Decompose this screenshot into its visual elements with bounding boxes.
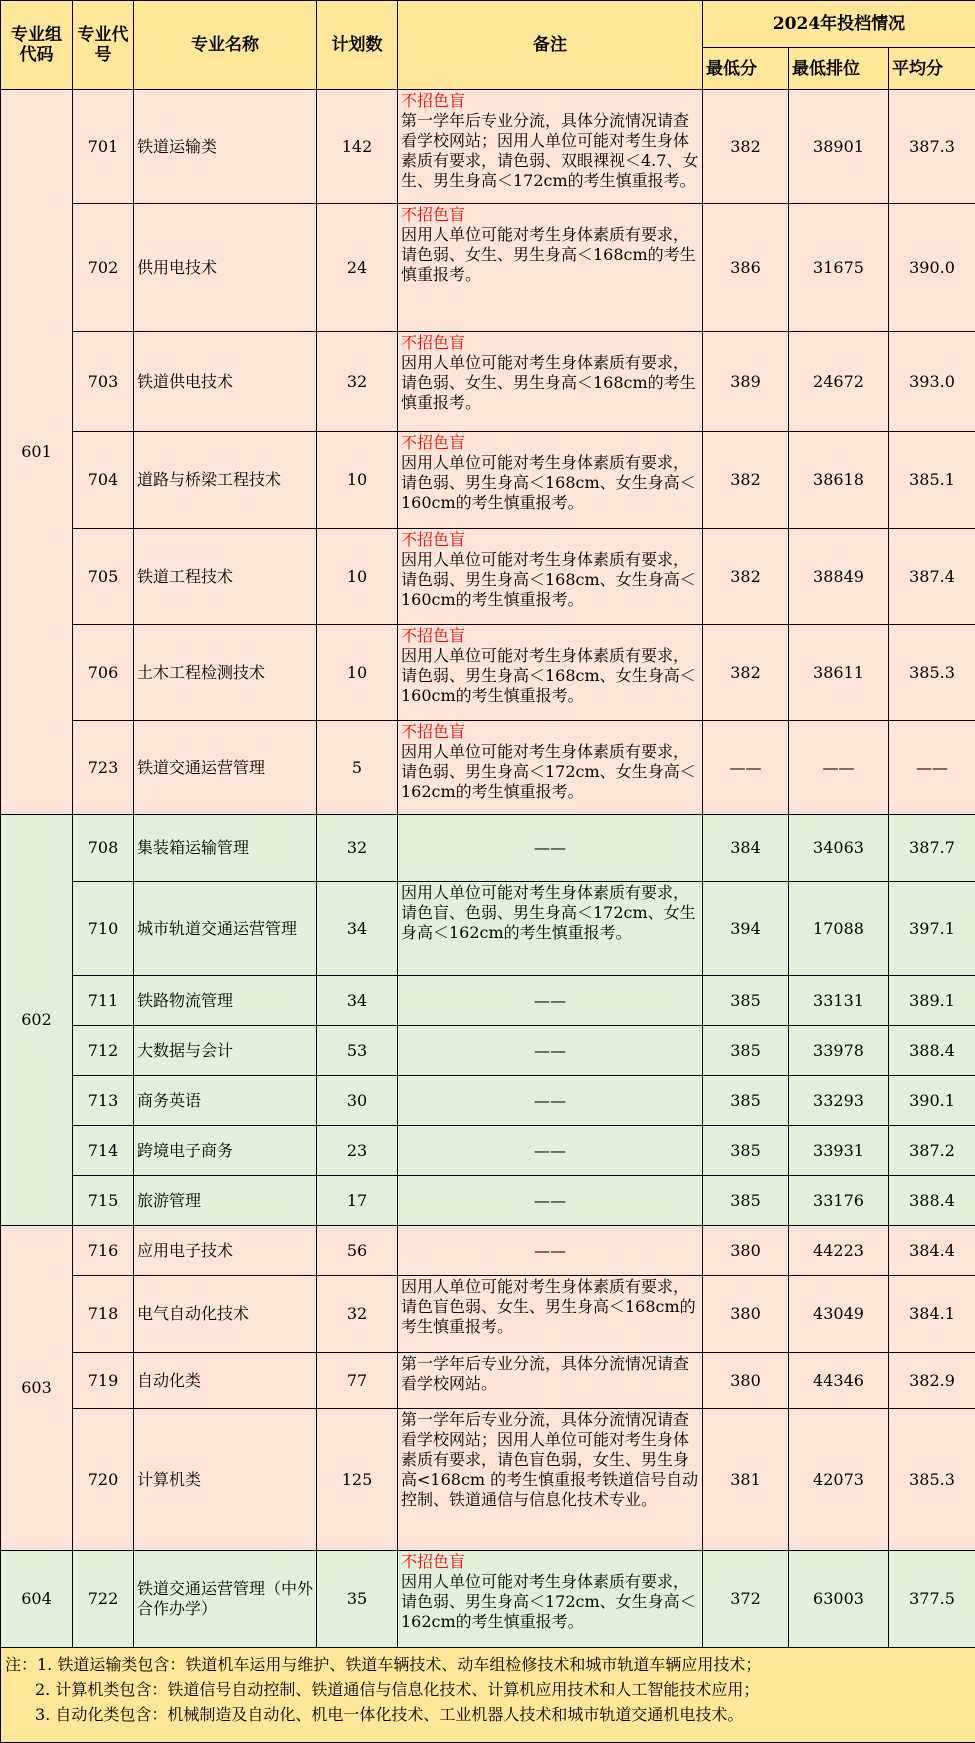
avg-score: 387.2 xyxy=(889,1126,975,1176)
remark-warning: 不招色盲 xyxy=(401,333,699,353)
avg-score: 387.7 xyxy=(889,815,975,882)
group-code: 601 xyxy=(1,90,73,815)
remark xyxy=(398,1176,703,1226)
major-name: 道路与桥梁工程技术 xyxy=(134,432,317,529)
remark-text: 第一学年后专业分流，具体分流情况请查看学校网站；因用人单位可能对考生身体素质有要求，请色盲色弱，女生、男生身高<168cm 的考生慎重报考铁道信号自动控制、铁道通信与信息化技术专业。 xyxy=(401,1410,698,1509)
min-rank: 33293 xyxy=(789,1076,889,1126)
avg-score: 390.1 xyxy=(889,1076,975,1126)
remark xyxy=(398,815,703,882)
avg-score: 387.4 xyxy=(889,529,975,625)
min-rank: 24672 xyxy=(789,332,889,432)
note-3: 3. 自动化类包含：机械制造及自动化、机电一体化技术、工业机器人技术和城市轨道交通机电技术。 xyxy=(5,1702,971,1727)
avg-score: 390.0 xyxy=(889,204,975,332)
major-code: 711 xyxy=(73,976,134,1026)
plan-count: 56 xyxy=(317,1226,398,1276)
major-name: 城市轨道交通运营管理 xyxy=(134,882,317,976)
major-code: 708 xyxy=(73,815,134,882)
avg-score: 377.5 xyxy=(889,1551,975,1648)
header-min-rank: 最低排位 xyxy=(789,48,889,90)
header-group-code: 专业组代码 xyxy=(1,1,73,90)
plan-count: 32 xyxy=(317,1276,398,1353)
major-name: 铁道供电技术 xyxy=(134,332,317,432)
remark xyxy=(398,529,703,625)
plan-count: 30 xyxy=(317,1076,398,1126)
major-code: 720 xyxy=(73,1409,134,1551)
remark xyxy=(398,1409,703,1551)
remark xyxy=(398,882,703,976)
table-row xyxy=(1,882,975,976)
major-name: 铁路物流管理 xyxy=(134,976,317,1026)
table-row xyxy=(1,432,975,529)
avg-score: 382.9 xyxy=(889,1353,975,1409)
min-rank: 34063 xyxy=(789,815,889,882)
major-name: 自动化类 xyxy=(134,1353,317,1409)
min-rank: 33978 xyxy=(789,1026,889,1076)
avg-score: —— xyxy=(889,721,975,815)
min-score: 380 xyxy=(703,1276,789,1353)
major-code: 704 xyxy=(73,432,134,529)
plan-count: 10 xyxy=(317,529,398,625)
min-score: 385 xyxy=(703,1026,789,1076)
remark xyxy=(398,1226,703,1276)
min-rank: 43049 xyxy=(789,1276,889,1353)
table-row xyxy=(1,1353,975,1409)
min-rank: 33176 xyxy=(789,1176,889,1226)
plan-count: 34 xyxy=(317,976,398,1026)
remark xyxy=(398,1276,703,1353)
major-name: 铁道交通运营管理（中外合作办学） xyxy=(134,1551,317,1648)
plan-count: 35 xyxy=(317,1551,398,1648)
major-code: 702 xyxy=(73,204,134,332)
major-code: 713 xyxy=(73,1076,134,1126)
remark-text: 因用人单位可能对考生身体素质有要求，请色盲色弱、女生、男生身高＜168cm的考生慎重报考。 xyxy=(401,1277,696,1336)
avg-score: 384.1 xyxy=(889,1276,975,1353)
note-1: 注：1. 铁道运输类包含：铁道机车运用与维护、铁道车辆技术、动车组检修技术和城市轨道车辆应用技术； xyxy=(5,1652,971,1677)
remark-text: 因用人单位可能对考生身体素质有要求，请色弱、女生、男生身高＜168cm的考生慎重报考。 xyxy=(401,353,696,412)
plan-count: 32 xyxy=(317,815,398,882)
remark-text: 因用人单位可能对考生身体素质有要求，请色弱、男生身高＜168cm、女生身高＜160cm的考生慎重报考。 xyxy=(401,646,696,705)
remark xyxy=(398,1551,703,1648)
min-rank: 38618 xyxy=(789,432,889,529)
remark xyxy=(398,1353,703,1409)
min-score: —— xyxy=(703,721,789,815)
table-row xyxy=(1,815,975,882)
table-body xyxy=(1,90,975,1648)
min-score: 382 xyxy=(703,625,789,721)
min-rank: 17088 xyxy=(789,882,889,976)
major-code: 715 xyxy=(73,1176,134,1226)
min-rank: 42073 xyxy=(789,1409,889,1551)
min-score: 372 xyxy=(703,1551,789,1648)
remark xyxy=(398,1126,703,1176)
remark-text: —— xyxy=(534,1191,566,1210)
remark-text: —— xyxy=(534,1241,566,1260)
plan-count: 77 xyxy=(317,1353,398,1409)
remark-warning: 不招色盲 xyxy=(401,433,699,453)
table-row xyxy=(1,1176,975,1226)
min-rank: 63003 xyxy=(789,1551,889,1648)
min-score: 386 xyxy=(703,204,789,332)
major-code: 722 xyxy=(73,1551,134,1648)
table-row xyxy=(1,204,975,332)
major-code: 723 xyxy=(73,721,134,815)
remark xyxy=(398,625,703,721)
min-score: 384 xyxy=(703,815,789,882)
group-code: 604 xyxy=(1,1551,73,1648)
min-score: 382 xyxy=(703,529,789,625)
remark-text: —— xyxy=(534,1141,566,1160)
table-row xyxy=(1,332,975,432)
table-row xyxy=(1,529,975,625)
min-score: 381 xyxy=(703,1409,789,1551)
header-plan: 计划数 xyxy=(317,1,398,90)
header-stats: 2024年投档情况 xyxy=(703,1,975,48)
table-row xyxy=(1,1226,975,1276)
remark xyxy=(398,976,703,1026)
remark-text: 第一学年后专业分流，具体分流情况请查看学校网站。 xyxy=(401,1354,689,1393)
major-code: 712 xyxy=(73,1026,134,1076)
plan-count: 34 xyxy=(317,882,398,976)
remark-warning: 不招色盲 xyxy=(401,722,699,742)
major-name: 土木工程检测技术 xyxy=(134,625,317,721)
min-rank: 44223 xyxy=(789,1226,889,1276)
remark-warning: 不招色盲 xyxy=(401,1552,699,1572)
table-row xyxy=(1,1551,975,1648)
major-name: 电气自动化技术 xyxy=(134,1276,317,1353)
table-row xyxy=(1,1409,975,1551)
plan-count: 24 xyxy=(317,204,398,332)
table-row xyxy=(1,976,975,1026)
plan-count: 10 xyxy=(317,432,398,529)
avg-score: 393.0 xyxy=(889,332,975,432)
table-row xyxy=(1,625,975,721)
remark-text: 因用人单位可能对考生身体素质有要求，请色弱、男生身高＜172cm、女生身高＜162cm的考生慎重报考。 xyxy=(401,1572,696,1631)
major-name: 应用电子技术 xyxy=(134,1226,317,1276)
major-name: 商务英语 xyxy=(134,1076,317,1126)
major-code: 703 xyxy=(73,332,134,432)
avg-score: 384.4 xyxy=(889,1226,975,1276)
remark xyxy=(398,1026,703,1076)
remark-warning: 不招色盲 xyxy=(401,91,699,111)
table-row xyxy=(1,721,975,815)
major-code: 719 xyxy=(73,1353,134,1409)
remark xyxy=(398,332,703,432)
header-min-score: 最低分 xyxy=(703,48,789,90)
major-code: 710 xyxy=(73,882,134,976)
avg-score: 388.4 xyxy=(889,1026,975,1076)
remark xyxy=(398,204,703,332)
remark-text: 因用人单位可能对考生身体素质有要求，请色弱、男生身高＜168cm、女生身高＜160cm的考生慎重报考。 xyxy=(401,550,696,609)
major-code: 718 xyxy=(73,1276,134,1353)
remark-warning: 不招色盲 xyxy=(401,626,699,646)
group-code: 603 xyxy=(1,1226,73,1551)
min-rank: 33931 xyxy=(789,1126,889,1176)
remark-warning: 不招色盲 xyxy=(401,530,699,550)
major-name: 计算机类 xyxy=(134,1409,317,1551)
major-name: 供用电技术 xyxy=(134,204,317,332)
remark xyxy=(398,1076,703,1126)
min-score: 385 xyxy=(703,1076,789,1126)
remark-text: 第一学年后专业分流，具体分流情况请查看学校网站；因用人单位可能对考生身体素质有要求，请色弱、双眼裸视＜4.7、女生、男生身高＜172cm的考生慎重报考。 xyxy=(401,111,698,190)
header-avg-score: 平均分 xyxy=(889,48,975,90)
header-remark: 备注 xyxy=(398,1,703,90)
major-name: 集装箱运输管理 xyxy=(134,815,317,882)
avg-score: 387.3 xyxy=(889,90,975,204)
header-major-code: 专业代号 xyxy=(73,1,134,90)
min-score: 382 xyxy=(703,432,789,529)
remark xyxy=(398,432,703,529)
remark-text: —— xyxy=(534,1091,566,1110)
min-rank: 33131 xyxy=(789,976,889,1026)
major-code: 706 xyxy=(73,625,134,721)
min-score: 389 xyxy=(703,332,789,432)
min-rank: —— xyxy=(789,721,889,815)
min-score: 382 xyxy=(703,90,789,204)
avg-score: 385.3 xyxy=(889,625,975,721)
plan-count: 142 xyxy=(317,90,398,204)
plan-count: 32 xyxy=(317,332,398,432)
plan-count: 5 xyxy=(317,721,398,815)
major-code: 701 xyxy=(73,90,134,204)
table-row xyxy=(1,1276,975,1353)
table-row xyxy=(1,90,975,204)
remark-text: —— xyxy=(534,1041,566,1060)
avg-score: 389.1 xyxy=(889,976,975,1026)
remark-text: 因用人单位可能对考生身体素质有要求，请色盲、色弱、男生身高＜172cm、女生身高＜162cm的考生慎重报考。 xyxy=(401,883,696,942)
plan-count: 53 xyxy=(317,1026,398,1076)
remark-text: 因用人单位可能对考生身体素质有要求，请色弱、女生、男生身高＜168cm的考生慎重报考。 xyxy=(401,225,696,284)
avg-score: 385.1 xyxy=(889,432,975,529)
min-rank: 38901 xyxy=(789,90,889,204)
remark-text: 因用人单位可能对考生身体素质有要求，请色弱、男生身高＜172cm、女生身高＜162cm的考生慎重报考。 xyxy=(401,742,696,801)
min-score: 380 xyxy=(703,1226,789,1276)
avg-score: 385.3 xyxy=(889,1409,975,1551)
min-rank: 44346 xyxy=(789,1353,889,1409)
remark-text: —— xyxy=(534,991,566,1010)
plan-count: 125 xyxy=(317,1409,398,1551)
min-rank: 31675 xyxy=(789,204,889,332)
avg-score: 397.1 xyxy=(889,882,975,976)
min-score: 385 xyxy=(703,1126,789,1176)
major-name: 旅游管理 xyxy=(134,1176,317,1226)
remark xyxy=(398,90,703,204)
notes-cell xyxy=(1,1648,975,1743)
note-2: 2. 计算机类包含：铁道信号自动控制、铁道通信与信息化技术、计算机应用技术和人工智能技术应用； xyxy=(5,1677,971,1702)
plan-count: 17 xyxy=(317,1176,398,1226)
major-code: 714 xyxy=(73,1126,134,1176)
table-row xyxy=(1,1126,975,1176)
major-name: 铁道工程技术 xyxy=(134,529,317,625)
major-code: 705 xyxy=(73,529,134,625)
min-score: 385 xyxy=(703,1176,789,1226)
plan-count: 23 xyxy=(317,1126,398,1176)
min-rank: 38849 xyxy=(789,529,889,625)
table-row xyxy=(1,1026,975,1076)
major-name: 大数据与会计 xyxy=(134,1026,317,1076)
major-name: 铁道运输类 xyxy=(134,90,317,204)
plan-count: 10 xyxy=(317,625,398,721)
remark-text: —— xyxy=(534,838,566,857)
major-name: 铁道交通运营管理 xyxy=(134,721,317,815)
remark-warning: 不招色盲 xyxy=(401,205,699,225)
avg-score: 388.4 xyxy=(889,1176,975,1226)
remark xyxy=(398,721,703,815)
remark-text: 因用人单位可能对考生身体素质有要求，请色弱、男生身高＜168cm、女生身高＜160cm的考生慎重报考。 xyxy=(401,453,696,512)
min-rank: 38611 xyxy=(789,625,889,721)
min-score: 394 xyxy=(703,882,789,976)
major-name: 跨境电子商务 xyxy=(134,1126,317,1176)
group-code: 602 xyxy=(1,815,73,1226)
min-score: 380 xyxy=(703,1353,789,1409)
major-code: 716 xyxy=(73,1226,134,1276)
header-major-name: 专业名称 xyxy=(134,1,317,90)
min-score: 385 xyxy=(703,976,789,1026)
table-row xyxy=(1,1076,975,1126)
